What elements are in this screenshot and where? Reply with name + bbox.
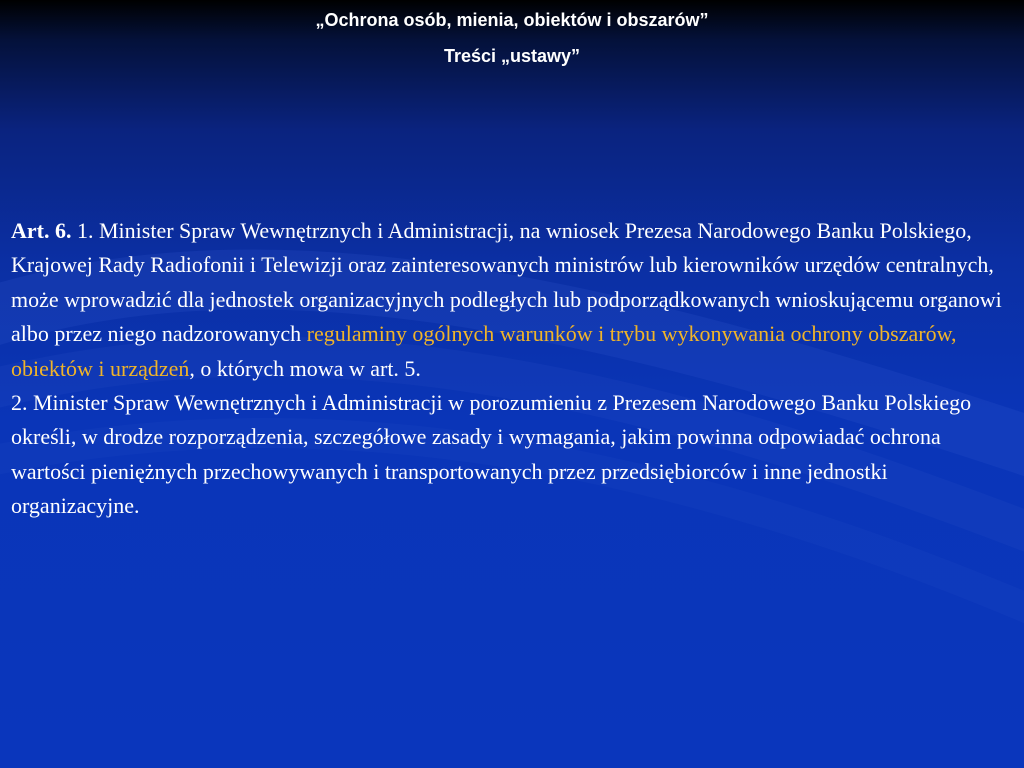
article-paragraph-1 [11,214,1017,386]
article-body [11,214,1017,524]
paragraph-1-text: 1. Minister Spraw Wewnętrznych i Administracji, na wniosek Prezesa Narodowego Banku Polskiego, Krajowej Rady Radiofonii i Telewizji oraz zainteresowanych ministrów lub kierowników urzędów centralnych, może wprowadzić dla jednostek organizacyjnych podległych lub podporządkowanych wnioskującemu organowi albo przez niego nadzorowanych [11,218,1002,347]
slide-subtitle: Treści „ustawy” [443,46,581,66]
highlighted-phrase: regulaminy ogólnych warunków i trybu wykonywania ochrony obszarów, obiektów i urządzeń [11,321,957,381]
slide-title: „Ochrona osób, mienia, obiektów i obszarów” [315,10,709,30]
paragraph-1-end: , o których mowa w art. 5. [189,355,421,381]
article-label: Art. 6. [11,218,72,243]
slide-header [0,9,1024,67]
article-paragraph-2: 2. Minister Spraw Wewnętrznych i Administracji w porozumieniu z Prezesem Narodowego Banku Polskiego określi, w drodze rozporządzenia, szczegółowe zasady i wymagania, jakim powinna odpowiadać ochrona wartości pieniężnych przechowywanych i transportowanych przez przedsiębiorców i inne jednostki organizacyjne. [11,390,972,519]
